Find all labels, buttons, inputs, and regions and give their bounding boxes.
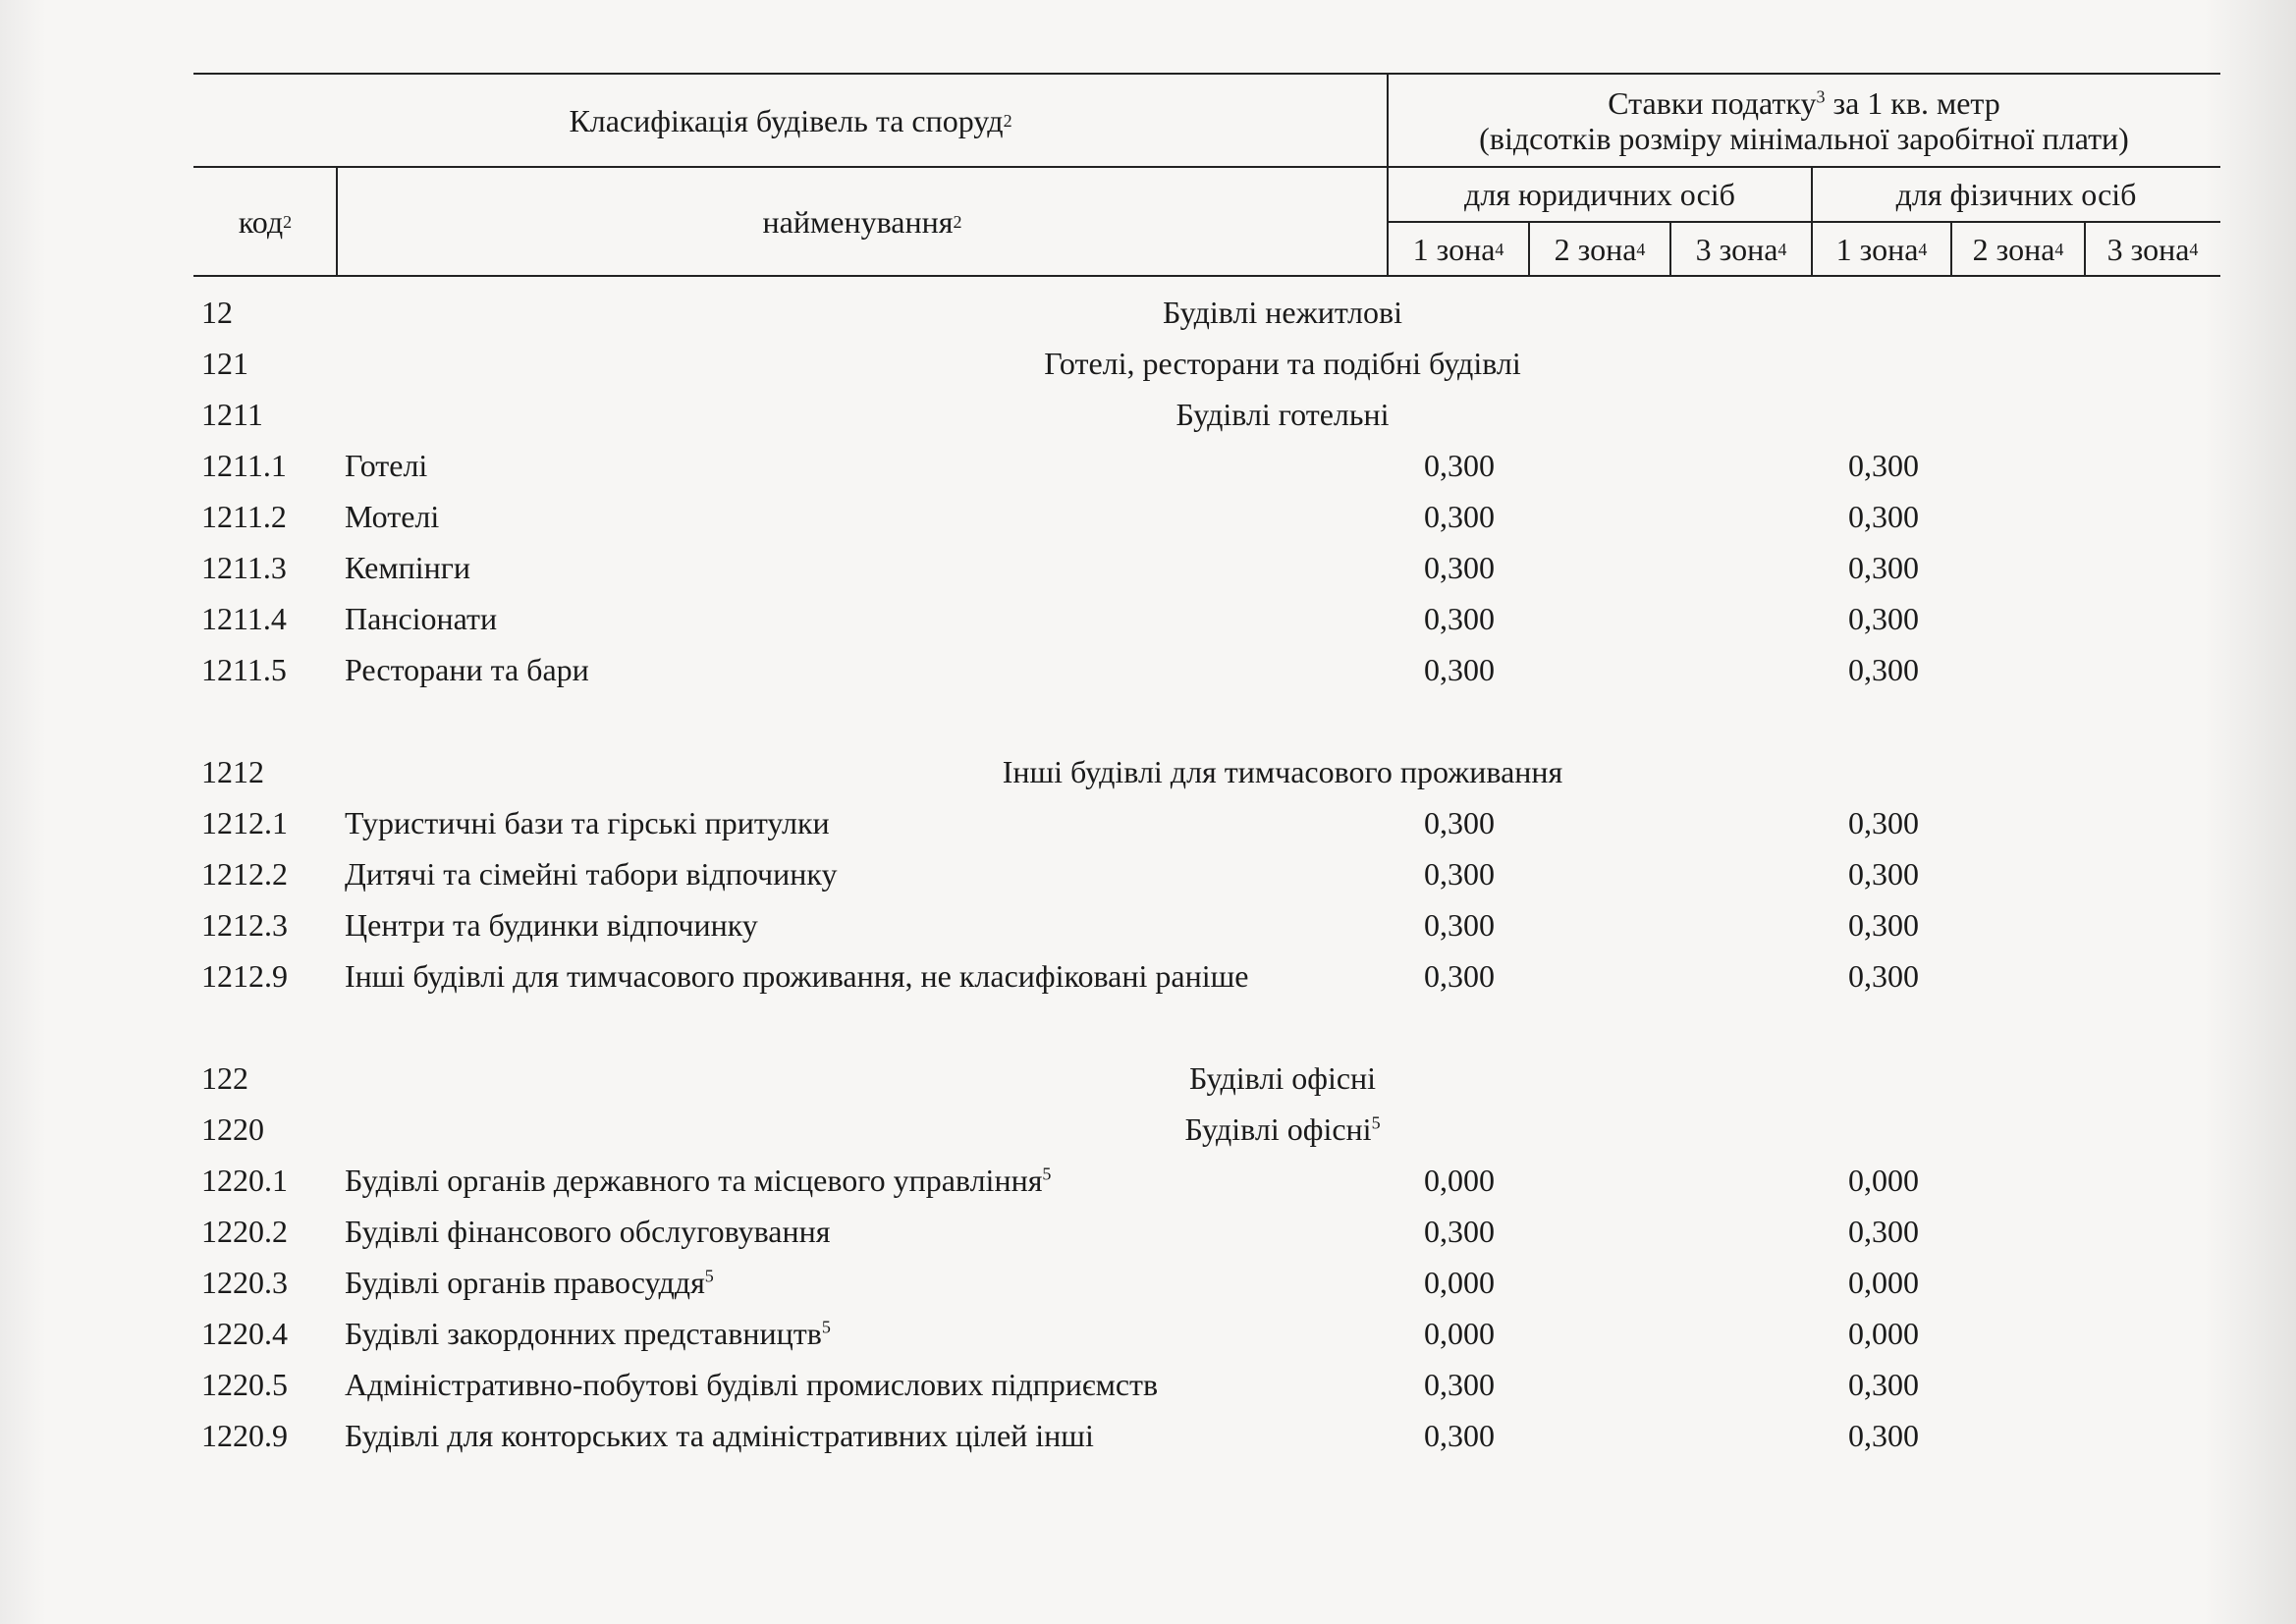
header-rule [1387,75,1389,277]
group-title [345,746,2220,797]
header-rule [1950,222,1952,277]
legal-zone1-rate: 0,300 [1424,1418,1495,1453]
row-code: 121 [201,346,248,381]
table-row [193,899,2220,950]
row-name-text: Адміністративно-побутові будівлі промислових підприємств [345,1367,1159,1402]
row-code: 1220.3 [201,1265,288,1300]
row-name-text: Дитячі та сімейні табори відпочинку [345,856,838,892]
table-row [193,593,2220,644]
legal-zone1-rate: 0,300 [1424,550,1495,585]
table-row [193,1155,2220,1206]
individual-zone1-rate: 0,300 [1848,856,1919,892]
table-row [193,1308,2220,1359]
legal-zone1-rate: 0,000 [1424,1316,1495,1351]
footnote-ref: 5 [704,1266,714,1286]
individual-zone1-rate: 0,300 [1848,1418,1919,1453]
legal-zone1-rate: 0,000 [1424,1265,1495,1300]
table-row [193,440,2220,491]
row-code: 1220.4 [201,1316,288,1351]
row-name [345,1206,830,1257]
legal-zone1-rate: 0,300 [1424,601,1495,636]
zone-header: 2 зона 4 [1972,232,2064,267]
row-code: 1220.9 [201,1418,288,1453]
row-code: 1220.1 [201,1163,288,1198]
row-name-text: Інші будівлі для тимчасового проживання, не класифіковані раніше [345,958,1249,994]
row-code: 1212 [201,754,264,789]
individual-zone1-rate: 0,300 [1848,1367,1919,1402]
individual-zone1-rate: 0,300 [1848,1214,1919,1249]
row-code: 1211.1 [201,448,287,483]
row-code: 122 [201,1060,248,1096]
row-code: 1211.2 [201,499,287,534]
zone-header: 3 зона 4 [1695,232,1787,267]
row-name [345,542,470,593]
row-name-text: Туристичні бази та гірські притулки [345,805,830,840]
individual-zone1-rate: 0,300 [1848,550,1919,585]
legal-entities-header: для юридичних осіб [1464,177,1735,212]
row-code: 1211.4 [201,601,287,636]
individuals-header: для фізичних осіб [1895,177,2137,212]
row-name-text: Будівлі органів правосуддя [345,1265,705,1300]
group-row [193,287,2220,338]
group-row [193,389,2220,440]
row-name-text: Кемпінги [345,550,470,585]
table-row [193,1206,2220,1257]
tax-rate-table [193,73,2220,1453]
table-row [193,644,2220,695]
row-name [345,1359,1158,1410]
individual-zone1-rate: 0,300 [1848,499,1919,534]
individual-zone1-rate: 0,000 [1848,1316,1919,1351]
zone-header: 3 зона 4 [2106,232,2199,267]
group-title-text: Будівлі офісні [1188,1060,1377,1096]
group-row [193,1053,2220,1104]
row-code: 1212.2 [201,856,288,892]
header-rule [1669,222,1671,277]
row-name-text: Ресторани та бари [345,652,589,687]
legal-zone1-rate: 0,300 [1424,958,1495,994]
row-name [345,797,830,848]
table-row [193,848,2220,899]
table-row [193,1257,2220,1308]
group-row [193,338,2220,389]
legal-zone1-rate: 0,300 [1424,1214,1495,1249]
row-name [345,1155,1051,1206]
individual-zone1-rate: 0,300 [1848,907,1919,943]
legal-zone1-rate: 0,300 [1424,652,1495,687]
header-rule [1528,222,1530,277]
row-name [345,491,439,542]
individual-zone1-rate: 0,000 [1848,1265,1919,1300]
individual-zone1-rate: 0,300 [1848,448,1919,483]
table-row [193,1359,2220,1410]
row-name-text: Будівлі органів державного та місцевого управління [345,1163,1043,1198]
row-name-text: Готелі [345,448,428,483]
row-code: 1220.5 [201,1367,288,1402]
row-code: 1212.9 [201,958,288,994]
row-name [345,644,589,695]
footnote-ref: 5 [821,1317,831,1337]
legal-zone1-rate: 0,300 [1424,907,1495,943]
group-row [193,746,2220,797]
individual-zone1-rate: 0,300 [1848,805,1919,840]
legal-zone1-rate: 0,300 [1424,499,1495,534]
row-code: 12 [201,295,233,330]
zone-header: 1 зона 4 [1412,232,1504,267]
code-header: код 2 [238,204,293,240]
zone-header: 1 зона 4 [1835,232,1928,267]
row-code: 1212.1 [201,805,288,840]
row-name-text: Пансіонати [345,601,498,636]
table-row [193,797,2220,848]
table-row [193,542,2220,593]
table-row [193,491,2220,542]
row-name-text: Будівлі закордонних представництв [345,1316,822,1351]
row-name-text: Мотелі [345,499,440,534]
row-name [345,848,837,899]
row-name-text: Будівлі для конторських та адміністративних цілей інші [345,1418,1094,1453]
zone-header: 2 зона 4 [1554,232,1646,267]
group-title [345,1104,2220,1155]
row-name [345,1257,714,1308]
table-row [193,1410,2220,1461]
footnote-ref: 5 [1371,1112,1381,1133]
header-rule [2084,222,2086,277]
row-code: 1220 [201,1111,264,1147]
row-name-text: Центри та будинки відпочинку [345,907,758,943]
row-code: 1211 [201,397,263,432]
header-rule [193,166,2220,168]
header-rule [1388,221,2220,223]
name-header: найменування 2 [762,204,962,240]
row-code: 1212.3 [201,907,288,943]
row-code: 1220.2 [201,1214,288,1249]
legal-zone1-rate: 0,300 [1424,805,1495,840]
legal-zone1-rate: 0,300 [1424,1367,1495,1402]
row-name [345,950,1248,1001]
legal-zone1-rate: 0,300 [1424,856,1495,892]
group-row [193,1104,2220,1155]
row-code: 1211.3 [201,550,287,585]
group-title [345,338,2220,389]
individual-zone1-rate: 0,300 [1848,652,1919,687]
group-title-text: Будівлі нежитлові [1163,295,1402,330]
group-title [345,287,2220,338]
group-title-text: Готелі, ресторани та подібні будівлі [1044,346,1521,381]
individual-zone1-rate: 0,300 [1848,958,1919,994]
row-name [345,1308,831,1359]
individual-zone1-rate: 0,300 [1848,601,1919,636]
group-title [345,389,2220,440]
row-name [345,440,427,491]
group-title-text: Інші будівлі для тимчасового проживання [1002,754,1563,789]
table-row [193,950,2220,1001]
group-title-text: Будівлі офісні [1184,1111,1372,1147]
group-title-text: Будівлі готельні [1175,397,1390,432]
classification-header: Класифікація будівель та споруд 2 [569,103,1012,138]
rates-header: Ставки податку$^3$ за 1 кв. метр (відсотків розміру мінімальної заробітної плати) [1479,85,2129,156]
header-rule [1811,167,1813,277]
table-header [193,73,2220,277]
header-rule [336,167,338,277]
row-name [345,899,758,950]
legal-zone1-rate: 0,000 [1424,1163,1495,1198]
row-name [345,593,497,644]
footnote-ref: 5 [1042,1164,1052,1184]
row-code: 1211.5 [201,652,287,687]
group-title [345,1053,2220,1104]
legal-zone1-rate: 0,300 [1424,448,1495,483]
individual-zone1-rate: 0,000 [1848,1163,1919,1198]
row-name [345,1410,1094,1461]
row-name-text: Будівлі фінансового обслуговування [345,1214,831,1249]
